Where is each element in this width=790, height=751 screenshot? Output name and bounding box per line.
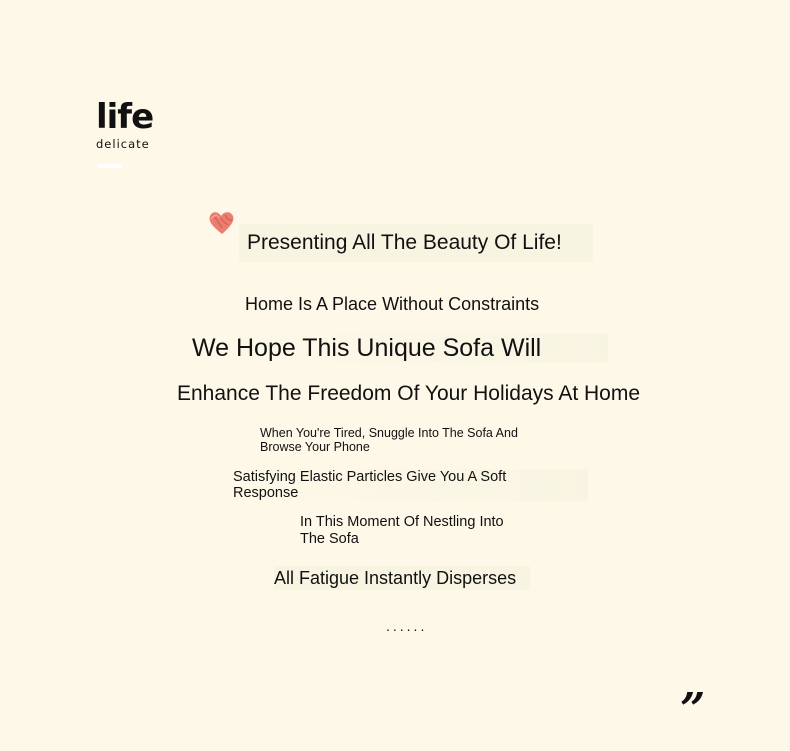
content-line-8: All Fatigue Instantly Disperses	[274, 566, 530, 590]
headline-text: Presenting All The Beauty Of Life!	[239, 224, 593, 262]
heart-icon	[208, 210, 236, 236]
quote-icon: ”	[680, 684, 706, 735]
logo-wordmark: life	[96, 97, 154, 137]
logo-underline-bar	[97, 164, 122, 168]
logo-tagline: delicate	[96, 137, 150, 151]
brand-logo[interactable]	[96, 97, 166, 151]
content-line-3: We Hope This Unique Sofa Will	[192, 333, 608, 363]
content-line-2: Home Is A Place Without Constraints	[245, 294, 540, 314]
ellipsis-text: ......	[386, 618, 428, 634]
content-line-7: In This Moment Of Nestling Into The Sofa	[300, 514, 504, 547]
content-line-5: When You're Tired, Snuggle Into The Sofa And Browse Your Phone	[260, 426, 518, 454]
content-line-4: Enhance The Freedom Of Your Holidays At Home	[177, 382, 641, 405]
content-line-6: Satisfying Elastic Particles Give You A Soft Response	[233, 469, 588, 501]
